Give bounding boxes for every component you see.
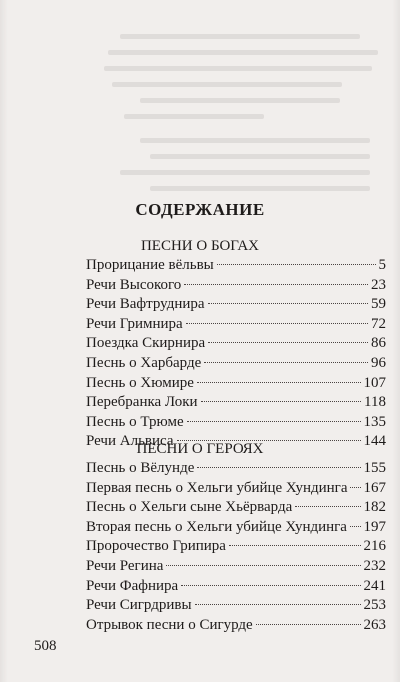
toc-entry-page: 5: [378, 257, 386, 273]
leader-dots: [186, 323, 368, 324]
toc-entry[interactable]: [86, 413, 386, 433]
toc-entry[interactable]: [86, 354, 386, 374]
toc-entry-title: Вторая песнь о Хельги убийце Хундинга: [86, 518, 347, 535]
leader-dots: [187, 421, 361, 422]
page-number: 508: [34, 638, 57, 654]
toc-entry-page: 232: [363, 557, 386, 574]
toc-entry-page: 107: [363, 374, 386, 391]
toc-entry-title: Пророчество Грипира: [86, 538, 226, 555]
toc-entry[interactable]: [86, 315, 386, 335]
toc-entry-title: Речи Альвиса: [86, 433, 174, 450]
toc-entry[interactable]: [86, 537, 386, 557]
toc-entry-title: Прорицание вёльвы: [86, 257, 214, 273]
toc-entry-title: Речи Сигрдривы: [86, 597, 192, 614]
leader-dots: [208, 303, 368, 304]
toc-entry-page: 253: [363, 597, 386, 614]
leader-dots: [201, 401, 361, 402]
toc-entry-title: Речи Регина: [86, 557, 164, 574]
leader-dots: [197, 382, 361, 383]
toc-entry-title: Перебранка Локи: [86, 394, 198, 411]
toc-entry[interactable]: [86, 479, 386, 499]
toc-entry-page: 197: [363, 518, 386, 535]
toc-entry-title: Песнь о Харбарде: [86, 354, 202, 371]
toc-entry-page: 23: [371, 276, 386, 293]
toc-entry[interactable]: [86, 557, 386, 577]
toc-entry[interactable]: [86, 374, 386, 394]
toc-entry[interactable]: [86, 577, 386, 597]
toc-entry[interactable]: [86, 295, 386, 315]
leader-dots: [217, 264, 376, 265]
toc-entry-title: Речи Фафнира: [86, 577, 179, 594]
toc-entry-page: 241: [363, 577, 386, 594]
leader-dots: [256, 624, 361, 625]
toc-entry-page: 96: [371, 354, 386, 371]
toc-entry-page: 118: [364, 394, 386, 411]
toc-list-heroes: [86, 459, 386, 635]
leader-dots: [204, 362, 368, 363]
toc-entry-page: 86: [371, 335, 386, 352]
toc-entry[interactable]: [86, 459, 386, 479]
page-edge-shadow: [392, 0, 400, 682]
toc-entry-page: 167: [363, 479, 386, 496]
leader-dots: [181, 585, 360, 586]
toc-entry-title: Речи Вафтруднира: [86, 296, 205, 313]
toc-entry-title: Песнь о Хельги сыне Хьёрварда: [86, 499, 293, 516]
leader-dots: [166, 565, 360, 566]
toc-entry-title: Речи Гримнира: [86, 315, 183, 332]
toc-entry-page: 155: [363, 460, 386, 476]
section-heading-heroes: ПЕСНИ О ГЕРОЯХ: [136, 441, 264, 457]
toc-entry-title: Песнь о Хюмире: [86, 374, 194, 391]
toc-entry[interactable]: [86, 276, 386, 296]
toc-entry-title: Поездка Скирнира: [86, 335, 206, 352]
leader-dots: [195, 604, 361, 605]
toc-entry-title: Отрывок песни о Сигурде: [86, 616, 253, 633]
toc-entry[interactable]: [86, 334, 386, 354]
toc-entry-page: 263: [363, 616, 386, 633]
toc-list-gods: [86, 256, 386, 452]
toc-entry-page: 216: [363, 538, 386, 555]
toc-entry[interactable]: [86, 256, 386, 276]
toc-entry-page: 135: [363, 413, 386, 430]
leader-dots: [208, 342, 368, 343]
toc-entry-page: 182: [363, 499, 386, 516]
section-heading-gods: ПЕСНИ О БОГАХ: [140, 238, 260, 254]
leader-dots: [184, 284, 368, 285]
toc-entry[interactable]: [86, 616, 386, 636]
leader-dots: [295, 506, 360, 507]
leader-dots: [197, 467, 360, 468]
toc-entry[interactable]: [86, 596, 386, 616]
toc-entry-page: 72: [371, 315, 386, 332]
toc-entry[interactable]: [86, 518, 386, 538]
leader-dots: [229, 545, 361, 546]
bleed-through-text: [0, 0, 400, 200]
toc-entry-title: Песнь о Вёлунде: [86, 460, 195, 476]
toc-entry-page: 59: [371, 296, 386, 313]
page-edge-shadow: [0, 0, 8, 682]
toc-entry[interactable]: [86, 393, 386, 413]
toc-entry-title: Речи Высокого: [86, 276, 182, 293]
toc-entry[interactable]: [86, 498, 386, 518]
toc-entry-title: Первая песнь о Хельги убийце Хундинга: [86, 479, 348, 496]
contents-title: СОДЕРЖАНИЕ: [135, 200, 265, 219]
toc-entry-title: Песнь о Трюме: [86, 413, 184, 430]
toc-entry-page: 144: [363, 433, 386, 450]
leader-dots: [350, 487, 360, 488]
leader-dots: [350, 526, 361, 527]
